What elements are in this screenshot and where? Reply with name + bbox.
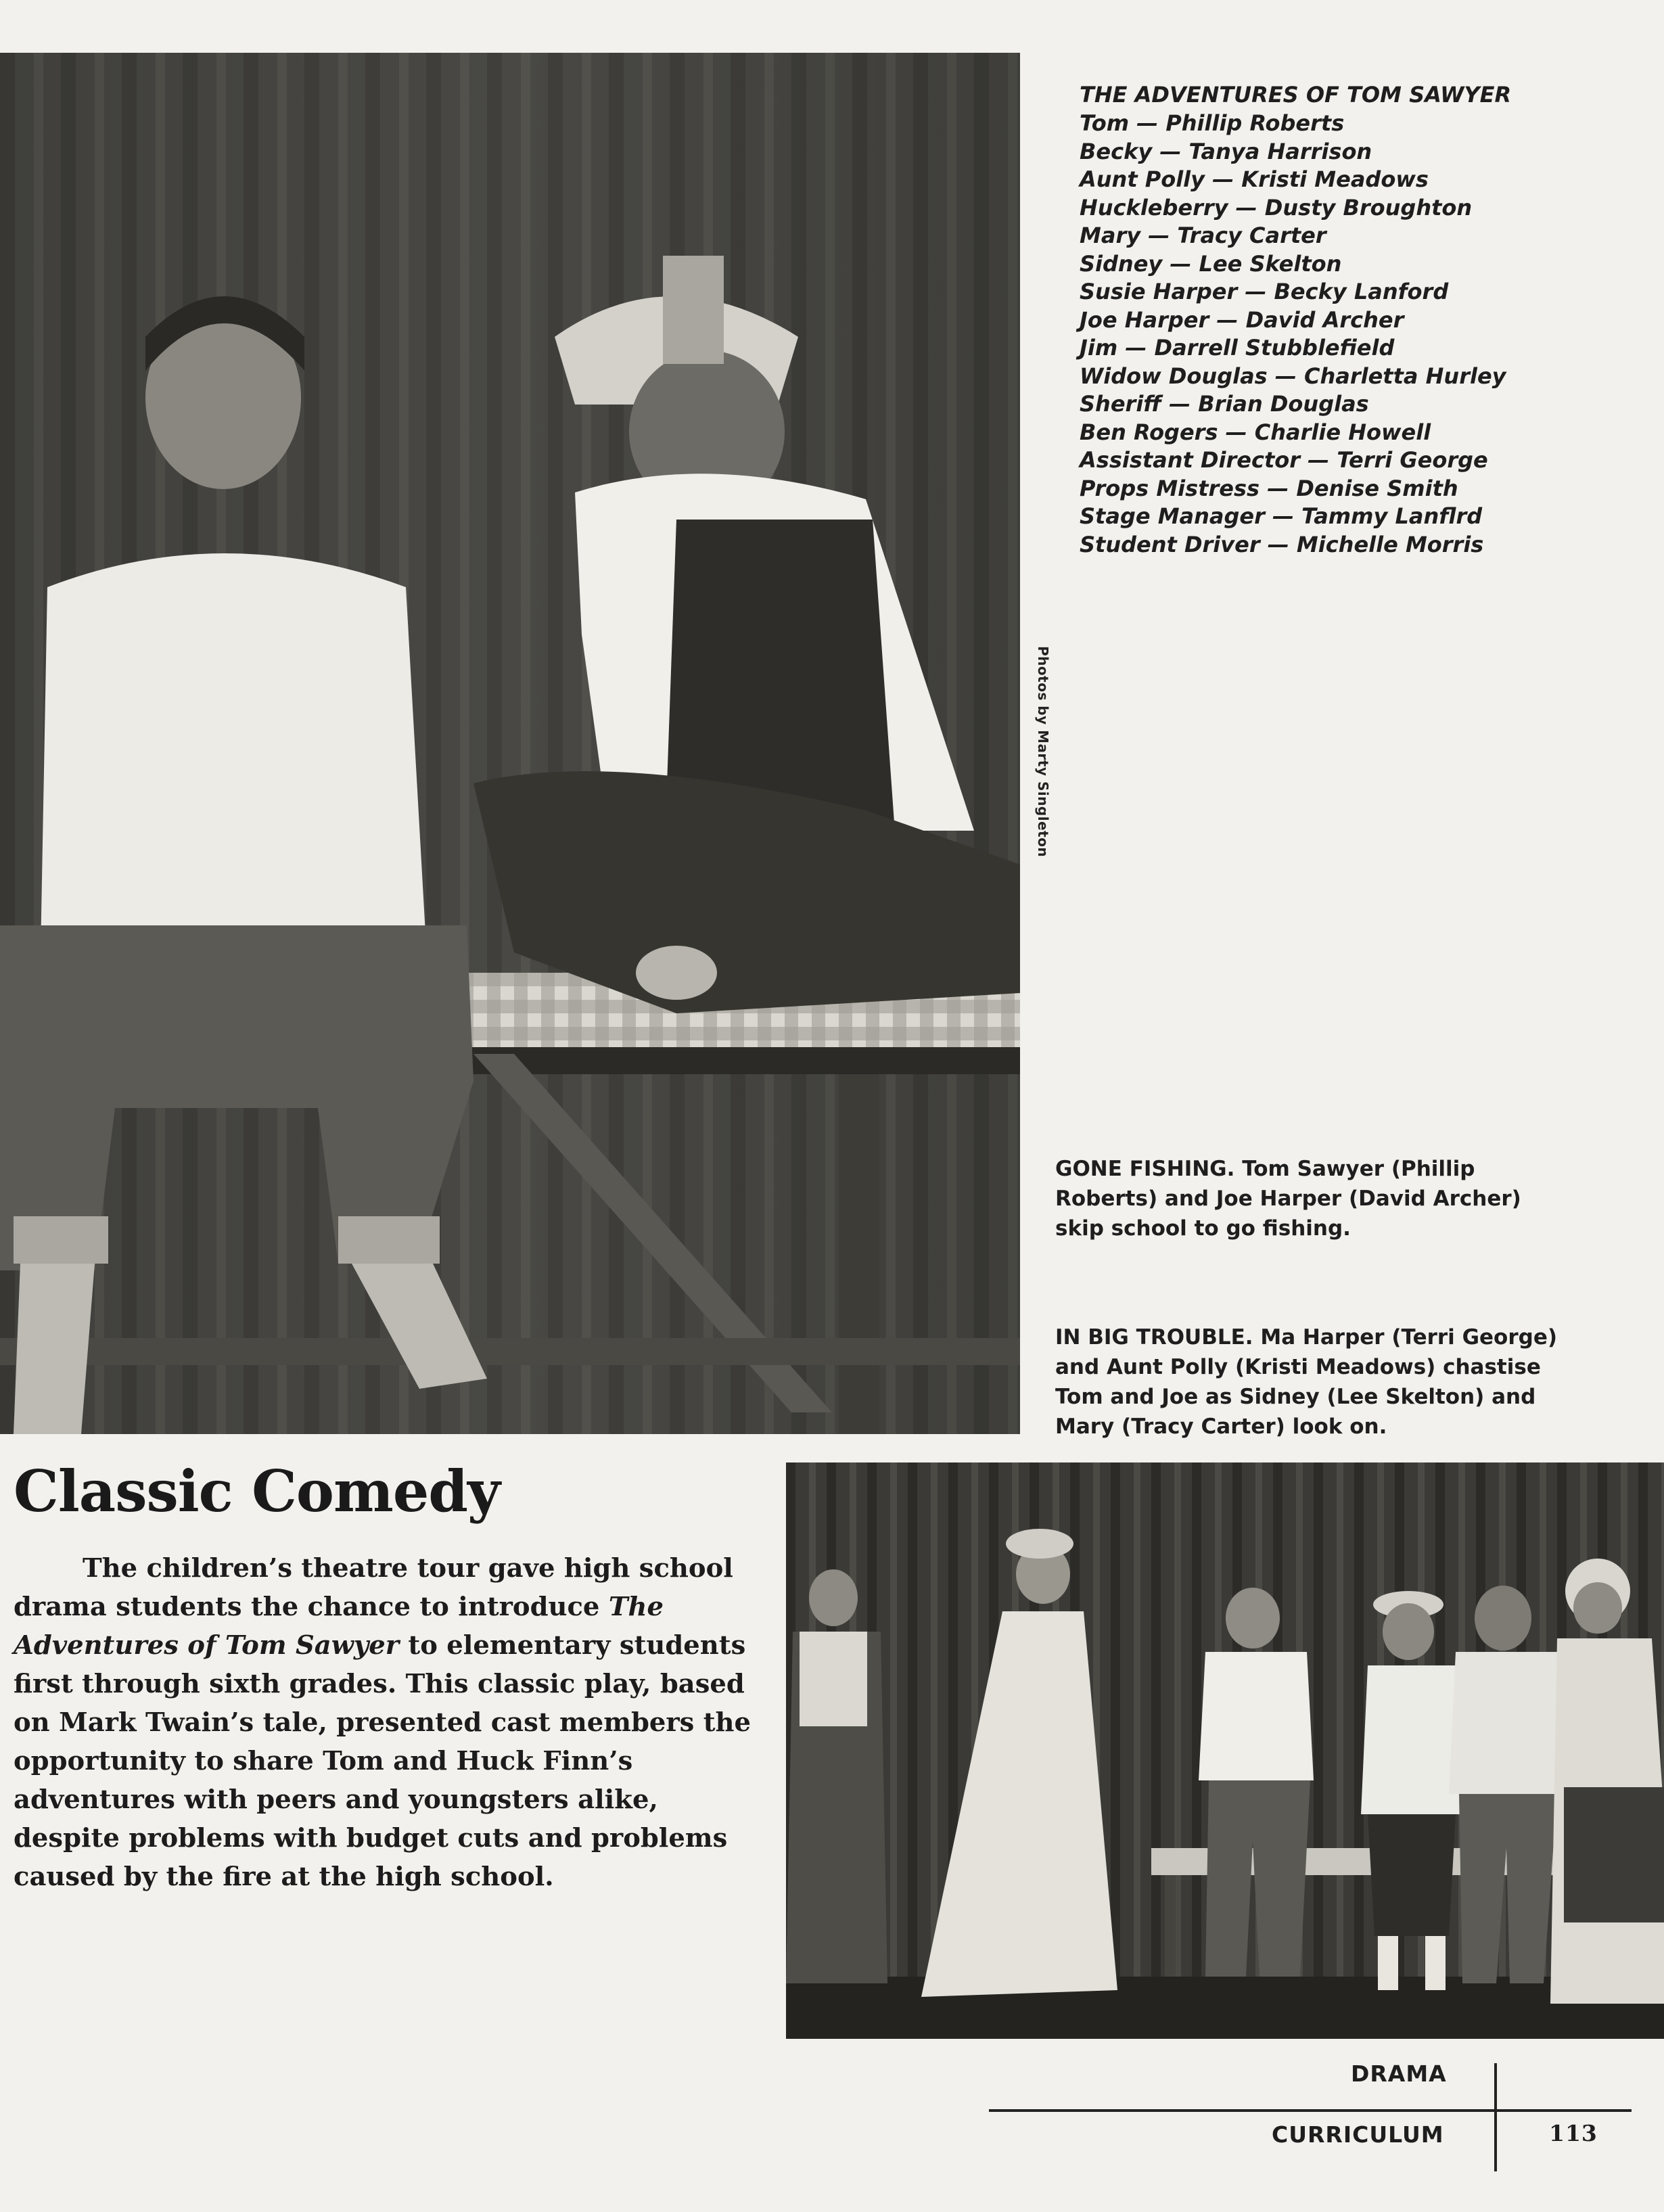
cast-entry: Joe Harper — David Archer — [1080, 306, 1404, 333]
cast-entry: Student Driver — Michelle Morris — [1080, 531, 1484, 557]
folio-section: DRAMA — [1351, 2060, 1447, 2087]
cast-entry: Mary — Tracy Carter — [1080, 223, 1326, 248]
cast-entry: Sheriff — Brian Douglas — [1080, 391, 1369, 417]
page-number: 113 — [1549, 2120, 1598, 2146]
body-text-end: to elementary students first through sixth grades. This classic play, based on Mark Twain’s tale, presented cast members the opportunity to share Tom and Huck Finn’s adventures with peers and youngsters alike, despite problems with budget cuts and problems caused by the fire at the high school. — [14, 1630, 751, 1892]
cast-list — [1080, 110, 1506, 559]
cast-list-title: THE ADVENTURES OF TOM SAWYER — [1080, 82, 1512, 108]
cast-entry: Assistant Director — Terri George — [1080, 447, 1488, 473]
cast-entry: Widow Douglas — Charletta Hurley — [1080, 363, 1506, 389]
cast-entry: Aunt Polly — Kristi Meadows — [1080, 166, 1429, 192]
caption-text: Tom Sawyer (Phillip Roberts) and Joe Harper (David Archer) skip school to go fishing. — [1055, 1157, 1521, 1241]
caption-gone-fishing — [1055, 1154, 1569, 1243]
cast-entry: Props Mistress — Denise Smith — [1080, 475, 1458, 501]
caption-big-trouble — [1055, 1322, 1569, 1442]
caption-lead: GONE FISHING. — [1055, 1157, 1235, 1181]
article-body — [14, 1549, 768, 1896]
caption-lead: IN BIG TROUBLE. — [1055, 1325, 1253, 1350]
cast-entry: Susie Harper — Becky Lanford — [1080, 279, 1449, 304]
big-trouble-photo — [786, 1462, 1664, 2039]
cast-entry: Tom — Phillip Roberts — [1080, 110, 1345, 136]
folio-rule-vertical — [1494, 2063, 1497, 2171]
cast-entry: Becky — Tanya Harrison — [1080, 138, 1372, 164]
gone-fishing-photo — [0, 53, 1020, 1434]
article-headline: Classic Comedy — [14, 1458, 500, 1525]
folio-subsection: CURRICULUM — [1272, 2121, 1444, 2148]
folio-rule-horizontal — [989, 2109, 1632, 2112]
play-title: The Adventures of Tom Sawyer — [14, 1592, 664, 1661]
cast-entry: Jim — Darrell Stubblefield — [1080, 335, 1395, 361]
body-text-start: The children’s theatre tour gave high school drama students the chance to introduce — [14, 1553, 733, 1622]
cast-entry: Stage Manager — Tammy Lanflrd — [1080, 503, 1483, 529]
photo-credit: Photos by Marty Singleton — [1035, 646, 1051, 858]
cast-entry: Ben Rogers — Charlie Howell — [1080, 419, 1431, 445]
cast-entry: Huckleberry — Dusty Broughton — [1080, 194, 1473, 221]
cast-entry: Sidney — Lee Skelton — [1080, 250, 1342, 277]
caption-text: Ma Harper (Terri George) and Aunt Polly (Kristi Meadows) chastise Tom and Joe as Sidney (Lee Skelton) and Mary (Tracy Carter) look on. — [1055, 1325, 1558, 1439]
